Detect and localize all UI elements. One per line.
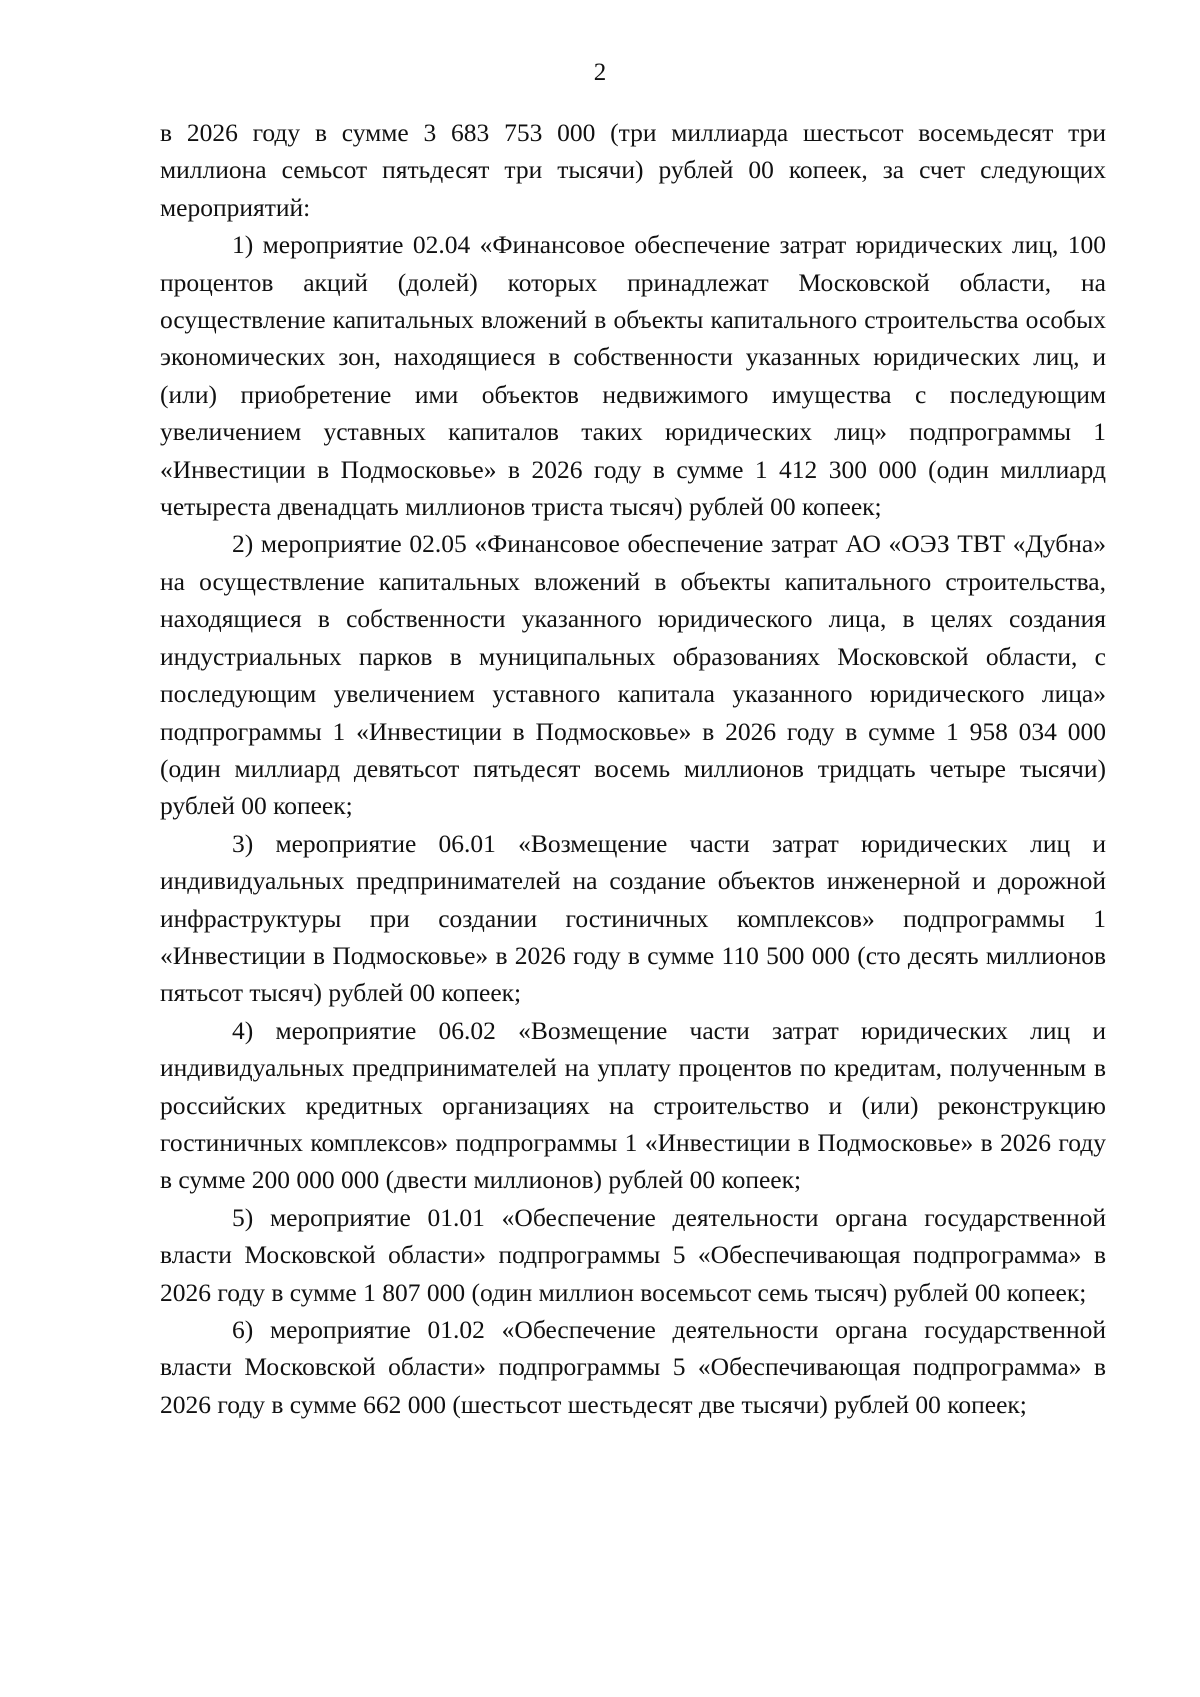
page-number: 2: [593, 59, 607, 86]
list-item: 5) мероприятие 01.01 «Обеспечение деятельности органа государственной власти Московской области» подпрограммы 5 «Обеспечивающая подпрограмма» в 2026 году в сумме 1 807 000 (один миллион восемьсот семь тысяч) рублей 00 копеек;: [160, 1202, 1106, 1307]
list-item: 1) мероприятие 02.04 «Финансовое обеспечение затрат юридических лиц, 100 процентов акций (долей) которых принадлежат Московской области, на осуществление капитальных вложений в объекты капитального строительства особых экономических зон, находящиеся в собственности указанных юридических лиц, и (или) приобретение ими объектов недвижимого имущества с последующим увеличением уставных капиталов таких юридических лиц» подпрограммы 1 «Инвестиции в Подмосковье» в 2026 году в сумме 1 412 300 000 (один миллиард четыреста двенадцать миллионов триста тысяч) рублей 00 копеек;: [160, 230, 1106, 522]
list-item: 4) мероприятие 06.02 «Возмещение части затрат юридических лиц и индивидуальных предпринимателей на уплату процентов по кредитам, полученным в российских кредитных организациях на строительство и (или) реконструкцию гостиничных комплексов» подпрограммы 1 «Инвестиции в Подмосковье» в 2026 году в сумме 200 000 000 (двести миллионов) рублей 00 копеек;: [160, 1015, 1106, 1195]
document-body: [160, 114, 1106, 1423]
list-item: 3) мероприятие 06.01 «Возмещение части затрат юридических лиц и индивидуальных предпринимателей на создание объектов инженерной и дорожной инфраструктуры при создании гостиничных комплексов» подпрограммы 1 «Инвестиции в Подмосковье» в 2026 году в сумме 110 500 000 (сто десять миллионов пятьсот тысяч) рублей 00 копеек;: [160, 828, 1106, 1008]
list-item: 2) мероприятие 02.05 «Финансовое обеспечение затрат АО «ОЭЗ ТВТ «Дубна» на осуществление капитальных вложений в объекты капитального строительства, находящиеся в собственности указанного юридического лица, в целях создания индустриальных парков в муниципальных образованиях Московской области, с последующим увеличением уставного капитала указанного юридического лица» подпрограммы 1 «Инвестиции в Подмосковье» в 2026 году в сумме 1 958 034 000 (один миллиард девятьсот пятьдесят восемь миллионов тридцать четыре тысячи) рублей 00 копеек;: [160, 529, 1106, 821]
list-item: 6) мероприятие 01.02 «Обеспечение деятельности органа государственной власти Московской области» подпрограммы 5 «Обеспечивающая подпрограмма» в 2026 году в сумме 662 000 (шестьсот шестьдесят две тысячи) рублей 00 копеек;: [160, 1315, 1106, 1419]
intro-paragraph: в 2026 году в сумме 3 683 753 000 (три миллиарда шестьсот восемьдесят три миллиона семьсот пятьдесят три тысячи) рублей 00 копеек, за счет следующих мероприятий:: [160, 118, 1106, 222]
